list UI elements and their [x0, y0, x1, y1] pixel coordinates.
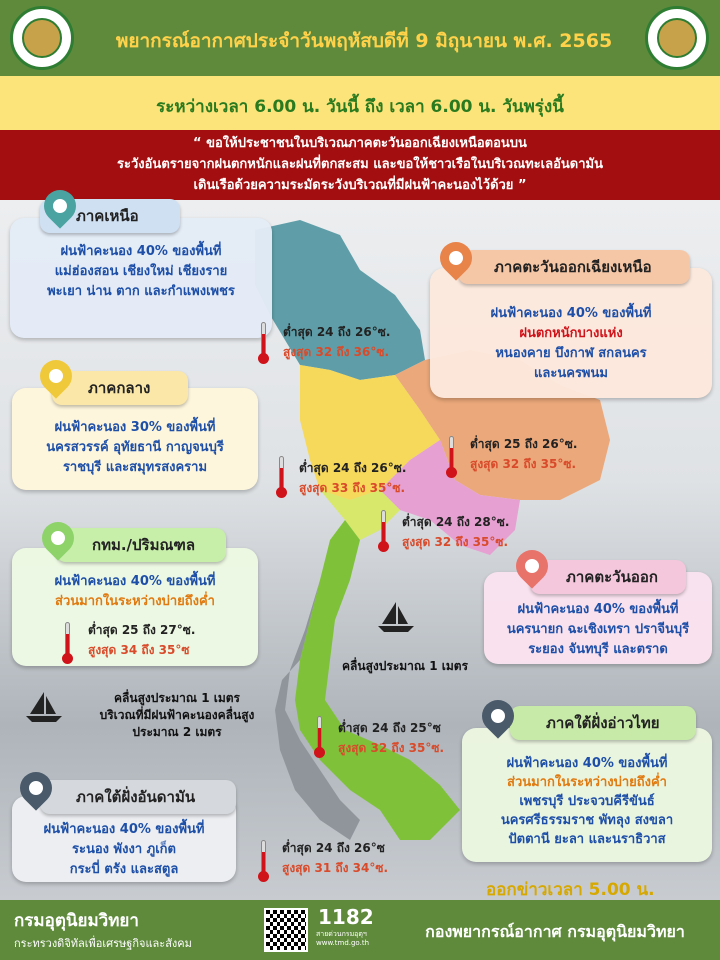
central-tmin: ต่ำสุด 24 ถึง 26°ซ. [299, 461, 407, 475]
footer-division: กองพยากรณ์อากาศ กรมอุตุนิยมวิทยา [425, 922, 685, 941]
thermometer-icon [446, 436, 456, 478]
bangkok-tmax: สูงสุด 34 ถึง 35°ซ [88, 643, 190, 657]
east-tmin: ต่ำสุด 24 ถึง 28°ซ. [402, 515, 510, 529]
south-andaman-name: ภาคใต้ฝั่งอันดามัน [76, 788, 196, 806]
south-gulf-tmax: สูงสุด 32 ถึง 35°ซ. [338, 741, 445, 755]
northeast-line: หนองคาย บึงกาฬ สกลนคร [495, 346, 647, 361]
andaman-wave-line: ประมาณ 2 เมตร [132, 725, 222, 739]
south-andaman-line: กระบี่ ตรัง และสตูล [69, 862, 179, 877]
south-gulf-temp [338, 718, 444, 758]
north-tmin: ต่ำสุด 24 ถึง 26°ซ. [283, 325, 391, 339]
bangkok-temp [88, 620, 195, 660]
south-gulf-text [464, 754, 710, 849]
north-line: ฝนฟ้าคะนอง 40% ของพื้นที่ [60, 244, 222, 259]
east-name: ภาคตะวันออก [566, 568, 658, 586]
bangkok-text [16, 572, 254, 612]
northeast-tag [458, 250, 690, 284]
central-text [16, 418, 254, 478]
east-text [486, 600, 710, 660]
bangkok-tag [56, 528, 226, 562]
north-temp [283, 322, 390, 362]
andaman-wave-line: บริเวณที่มีฝนฟ้าคะนองคลื่นสูง [99, 708, 255, 722]
south-gulf-line: ฝนฟ้าคะนอง 40% ของพื้นที่ [506, 756, 668, 771]
andaman-wave-text [70, 690, 284, 741]
thermometer-icon [378, 510, 388, 552]
south-gulf-line: เพชรบุรี ประจวบคีรีขันธ์ [519, 794, 655, 809]
footer-org: กรมอุตุนิยมวิทยา [14, 911, 139, 931]
central-line: ฝนฟ้าคะนอง 30% ของพื้นที่ [54, 420, 216, 435]
northeast-temp [470, 434, 577, 474]
bangkok-name: กทม./ปริมณฑล [92, 536, 196, 554]
bangkok-line: ฝนฟ้าคะนอง 40% ของพื้นที่ [54, 574, 216, 589]
andaman-wave-line: คลื่นสูงประมาณ 1 เมตร [113, 691, 240, 705]
thermometer-icon [62, 622, 72, 664]
east-tmax: สูงสุด 32 ถึง 35°ซ. [402, 535, 509, 549]
sailboat-icon [376, 600, 416, 634]
page-title: พยากรณ์อากาศประจำวันพฤหัสบดีที่ 9 มิถุนายน พ.ศ. 2565 [115, 30, 613, 52]
south-gulf-line: นครศรีธรรมราช พัทลุง สงขลา [500, 813, 674, 828]
east-line: นครนายก ฉะเชิงเทรา ปราจีนบุรี [506, 622, 690, 637]
south-andaman-line: ฝนฟ้าคะนอง 40% ของพื้นที่ [43, 822, 205, 837]
ministry-logo [10, 6, 74, 70]
central-line: ราชบุรี และสมุทรสงคราม [62, 460, 208, 475]
south-andaman-line: ระนอง พังงา ภูเก็ต [72, 842, 176, 857]
bangkok-tmin: ต่ำสุด 25 ถึง 27°ซ. [88, 623, 196, 637]
north-tmax: สูงสุด 32 ถึง 36°ซ. [283, 345, 390, 359]
bangkok-line: ส่วนมากในระหว่างบ่ายถึงค่ำ [55, 594, 215, 609]
south-andaman-temp [282, 838, 388, 878]
warning-line: ระวังอันตรายจากฝนตกหนักและฝนที่ตกสะสม และขอให้ชาวเรือในบริเวณทะเลอันดามัน [117, 157, 603, 172]
warning-line: “ ขอให้ประชาชนในบริเวณภาคตะวันออกเฉียงเหนือตอนบน [193, 136, 527, 151]
thermometer-icon [258, 840, 268, 882]
central-tmax: สูงสุด 33 ถึง 35°ซ. [299, 481, 406, 495]
issued-time: ออกข่าวเวลา 5.00 น. [486, 880, 655, 900]
gulf-wave-text: คลื่นสูงประมาณ 1 เมตร [342, 659, 469, 673]
northeast-text [434, 304, 708, 384]
south-andaman-tmin: ต่ำสุด 24 ถึง 26°ซ [282, 841, 385, 855]
north-text [14, 242, 268, 302]
sailboat-icon [24, 690, 64, 724]
forecast-period: ระหว่างเวลา 6.00 น. วันนี้ ถึง เวลา 6.00 น. วันพรุ่งนี้ [156, 97, 564, 117]
hotline-website[interactable]: www.tmd.go.th [316, 939, 369, 947]
south-gulf-line: ส่วนมากในระหว่างบ่ายถึงค่ำ [507, 775, 667, 790]
central-line: นครสวรรค์ อุทัยธานี กาญจนบุรี [46, 440, 224, 455]
qr-code-icon[interactable] [264, 908, 308, 952]
south-andaman-text [14, 820, 234, 880]
thermometer-icon [314, 716, 324, 758]
hotline-number: 1182 [318, 905, 374, 929]
northeast-line: ฝนฟ้าคะนอง 40% ของพื้นที่ [490, 306, 652, 321]
footer-ministry: กระทรวงดิจิทัลเพื่อเศรษฐกิจและสังคม [14, 937, 192, 950]
south-gulf-tmin: ต่ำสุด 24 ถึง 25°ซ [338, 721, 441, 735]
thermometer-icon [258, 322, 268, 364]
south-gulf-tag [510, 706, 696, 740]
east-temp [402, 512, 509, 552]
thermometer-icon [276, 456, 286, 498]
east-line: ฝนฟ้าคะนอง 40% ของพื้นที่ [517, 602, 679, 617]
northeast-tmax: สูงสุด 32 ถึง 35°ซ. [470, 457, 577, 471]
northeast-tmin: ต่ำสุด 25 ถึง 26°ซ. [470, 437, 578, 451]
northeast-line: และนครพนม [534, 366, 608, 381]
tmd-logo [645, 6, 709, 70]
south-andaman-tag [40, 780, 236, 814]
east-line: ระยอง จันทบุรี และตราด [528, 642, 668, 657]
northeast-name: ภาคตะวันออกเฉียงเหนือ [494, 258, 652, 276]
south-gulf-line: ปัตตานี ยะลา และนราธิวาส [508, 832, 666, 847]
central-temp [299, 458, 406, 498]
north-line: แม่ฮ่องสอน เชียงใหม่ เชียงราย [54, 264, 228, 279]
south-andaman-tmax: สูงสุด 31 ถึง 34°ซ. [282, 861, 389, 875]
east-tag [530, 560, 686, 594]
hotline-sub [316, 930, 376, 948]
north-line: พะเยา น่าน ตาก และกำแพงเพชร [47, 284, 235, 299]
northeast-line: ฝนตกหนักบางแห่ง [519, 326, 623, 341]
south-gulf-name: ภาคใต้ฝั่งอ่าวไทย [546, 714, 660, 732]
warning-text [0, 133, 720, 196]
north-name: ภาคเหนือ [76, 207, 139, 225]
central-name: ภาคกลาง [88, 379, 151, 397]
warning-line: เดินเรือด้วยความระมัดระวังบริเวณที่มีฝนฟ้าคะนองไว้ด้วย ” [193, 178, 527, 193]
hotline-sub-line: สายด่วนกรมอุตุฯ [316, 930, 367, 938]
